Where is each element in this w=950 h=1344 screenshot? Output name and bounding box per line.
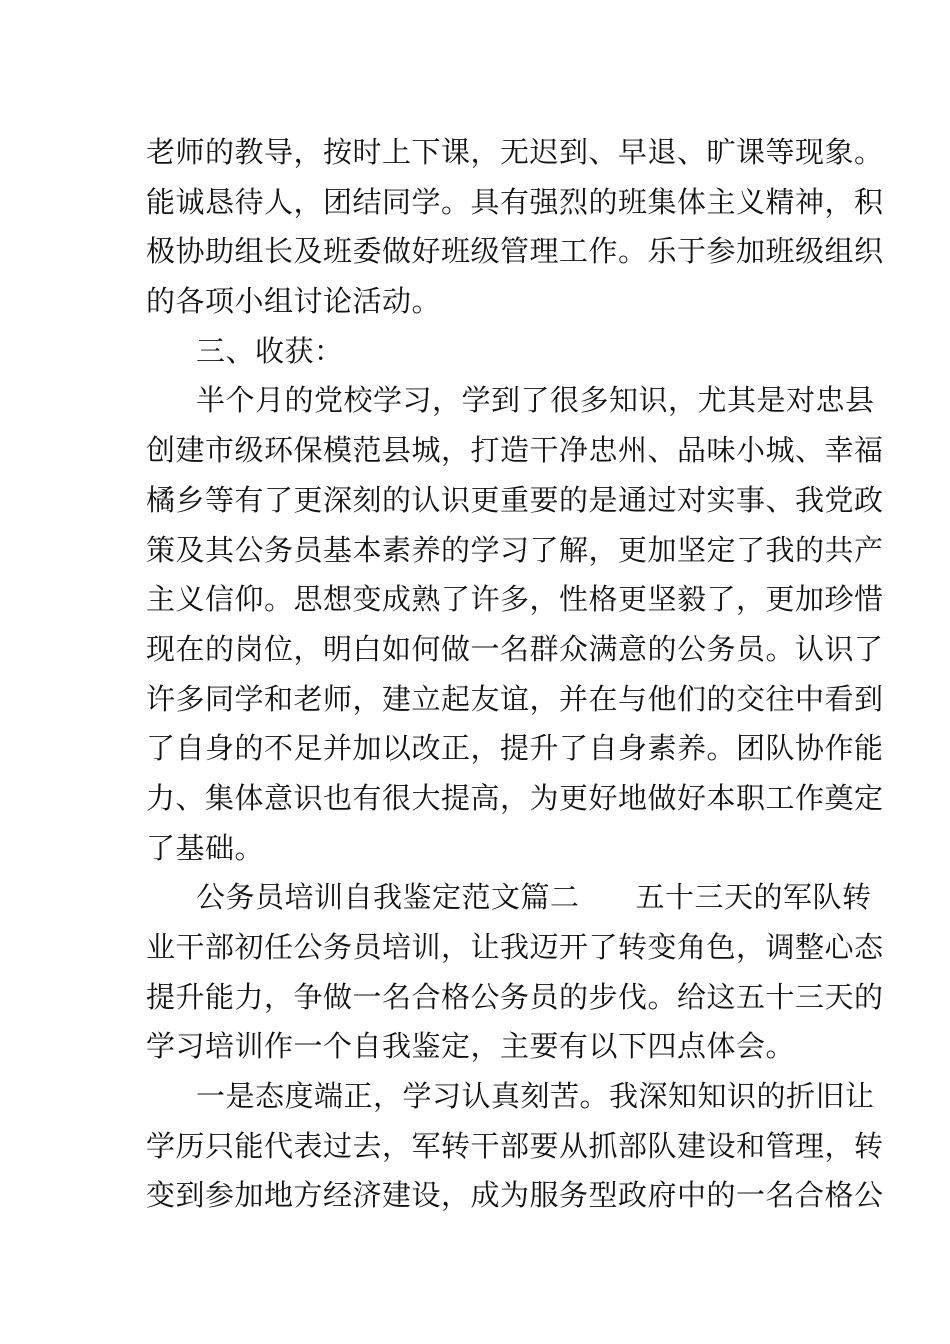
text-line: 策及其公务员基本素养的学习了解，更加坚定了我的共产: [146, 533, 884, 567]
text-line: 学习培训作一个自我鉴定，主要有以下四点体会。: [146, 1029, 796, 1063]
text-line: 提升能力，争做一名合格公务员的步伐。给这五十三天的: [146, 980, 884, 1014]
text-line: 半个月的党校学习，学到了很多知识，尤其是对忠县: [196, 383, 875, 417]
text-line: 老师的教导，按时上下课，无迟到、早退、旷课等现象。: [146, 135, 884, 169]
text-line: 的各项小组讨论活动。: [146, 284, 442, 318]
text-line: 能诚恳待人，团结同学。具有强烈的班集体主义精神，积: [146, 185, 884, 219]
text-line: 了基础。: [146, 831, 265, 865]
text-line: 创建市级环保模范县城，打造干净忠州、品味小城、幸福: [146, 433, 884, 467]
article-title: 公务员培训自我鉴定范文篇二: [196, 880, 580, 914]
text-line: 一是态度端正，学习认真刻苦。我深知知识的折旧让: [196, 1079, 875, 1113]
text-line: 现在的岗位，明白如何做一名群众满意的公务员。认识了: [146, 632, 884, 666]
text-line: 橘乡等有了更深刻的认识更重要的是通过对实事、我党政: [146, 483, 884, 517]
article-title-line: [196, 871, 872, 923]
text-segment: 五十三天的军队转: [635, 880, 872, 914]
text-line: 极协助组长及班委做好班级管理工作。乐于参加班级组织: [146, 234, 884, 268]
text-line: 学历只能代表过去，军转干部要从抓部队建设和管理，转: [146, 1129, 884, 1163]
text-line: 业干部初任公务员培训，让我迈开了转变角色，调整心态: [146, 930, 884, 964]
text-line: 变到参加地方经济建设，成为服务型政府中的一名合格公: [146, 1178, 884, 1212]
section-heading: 三、收获：: [196, 334, 344, 368]
text-line: 主义信仰。思想变成熟了许多，性格更坚毅了，更加珍惜: [146, 582, 884, 616]
text-line: 力、集体意识也有很大提高，为更好地做好本职工作奠定: [146, 781, 884, 815]
text-line: 许多同学和老师，建立起友谊，并在与他们的交往中看到: [146, 682, 884, 716]
text-line: 了自身的不足并加以改正，提升了自身素养。团队协作能: [146, 731, 884, 765]
